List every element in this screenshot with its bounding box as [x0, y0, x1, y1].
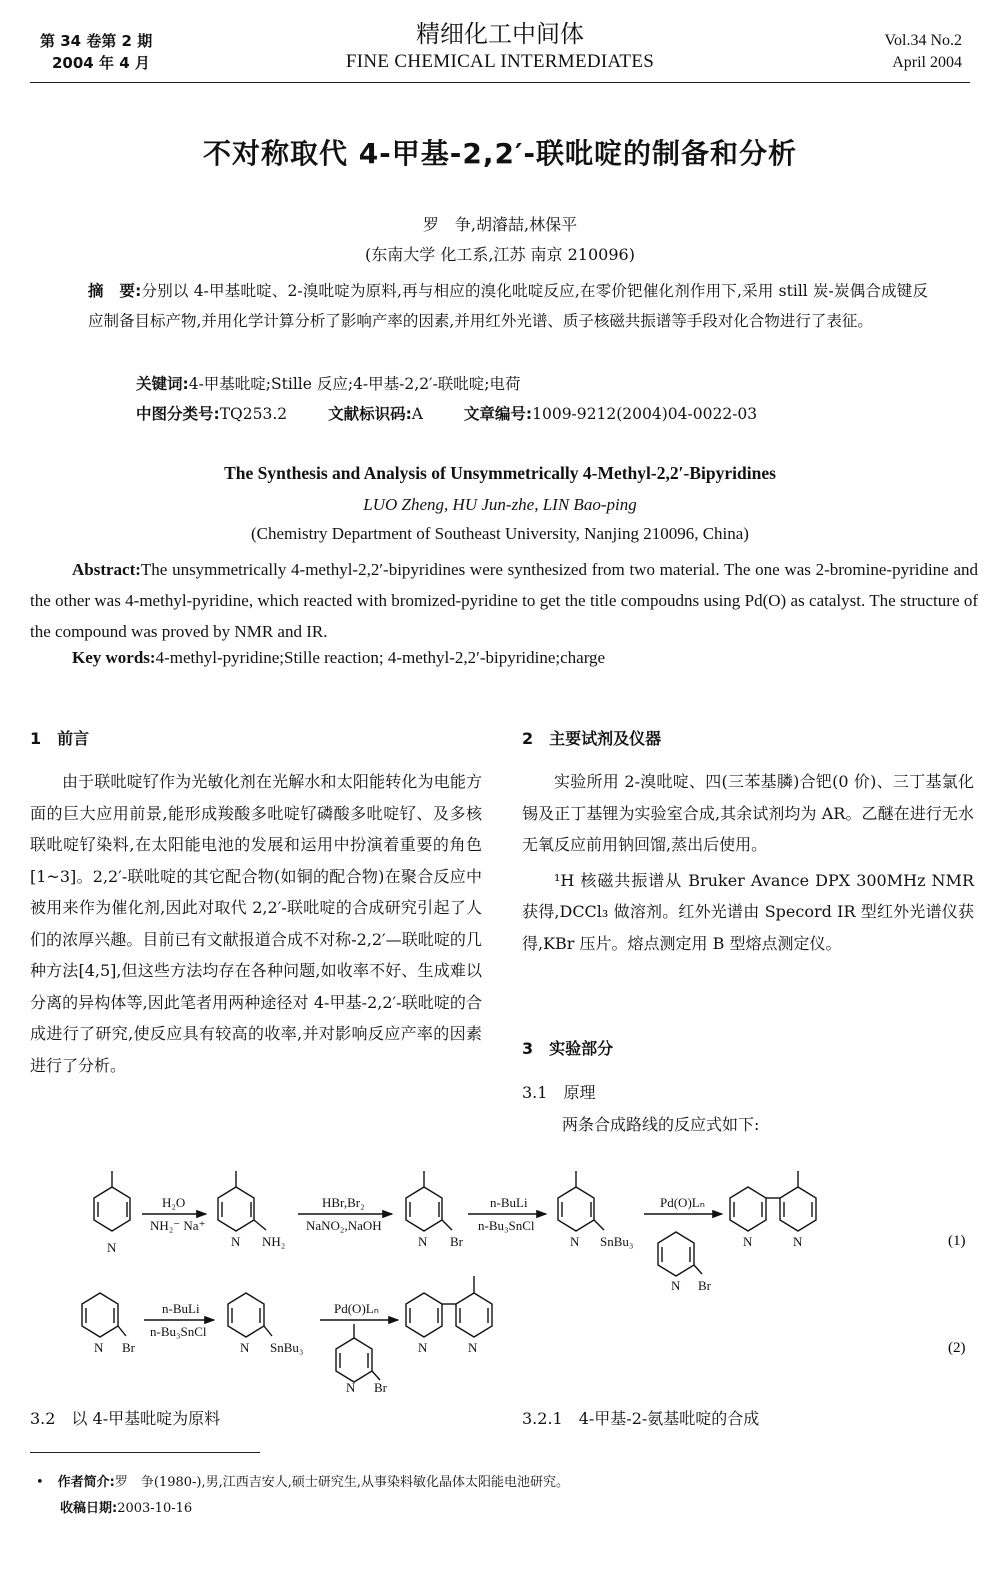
issue-info-en — [885, 30, 963, 74]
atom-N: N — [231, 1234, 241, 1249]
atom-N: N — [107, 1240, 117, 1255]
section-1-paragraph: 由于联吡啶钌作为光敏化剂在光解水和太阳能转化为电能方面的巨大应用前景,能形成羧酸多吡啶钌磷酸多吡啶钌、及多核联吡啶钌染料,在太阳能电池的发展和运用中扮演着重要的角色[1~3]。2,2′-联吡啶的其它配合物(如铜的配合物)在聚合反应中被用来作为催化剂,因此对取代 2,2′-联吡啶的合成研究引起了人们的浓厚兴趣。目前已有文献报道合成不对称-2,2′—联吡啶的几种方法[4,5],但这些方法均存在各种问题,如收率不好、生成难以分离的异构体等,因此笔者用两种途径对 4-甲基-2,2′-联吡啶的合成进行了研究,使反应具有较高的收率,并对影响反应产率的因素进行了分析。 — [30, 772, 482, 1075]
abstract-cn-label: 摘 要: — [88, 282, 142, 300]
abstract-en-label: Abstract: — [72, 560, 141, 579]
atom-SnBu3: SnBu₃ — [270, 1340, 304, 1355]
pyridine-ring — [228, 1293, 264, 1337]
journal-name-en: FINE CHEMICAL INTERMEDIATES — [345, 51, 655, 72]
keywords-cn-text: 4-甲基吡啶;Stille 反应;4-甲基-2,2′-联吡啶;电荷 — [188, 375, 521, 393]
pyridine-ring — [456, 1293, 492, 1337]
keywords-en — [72, 648, 605, 668]
equation-2-label: (2) — [948, 1340, 966, 1356]
atom-NH2: NH₂ — [262, 1234, 286, 1249]
footnote — [36, 1470, 570, 1522]
pyridine-ring — [730, 1187, 766, 1231]
abstract-cn-text: 分别以 4-甲基吡啶、2-溴吡啶为原料,再与相应的溴化吡啶反应,在零价钯催化剂作用下,采用 still 炭-炭偶合成键反应制备目标产物,并用化学计算分析了影响产率的因素,并用红外光谱、质子核磁共振谱等手段对化合物进行了表征。 — [88, 282, 929, 330]
reagent-5-bottom: n-Bu₃SnCl — [150, 1324, 207, 1339]
section-2-heading: 2 主要试剂及仪器 — [522, 729, 662, 748]
reagent-4-top: Pd(O)Lₙ — [660, 1195, 705, 1210]
atom-N: N — [418, 1340, 428, 1355]
atom-N: N — [346, 1380, 356, 1395]
reagent-6-top: Pd(O)Lₙ — [334, 1301, 379, 1316]
volume-cn: 第 34 卷第 2 期 — [40, 32, 153, 50]
section-3-2-heading: 3.2 以 4-甲基吡啶为原料 — [30, 1409, 221, 1428]
authors-cn: 罗 争,胡濬喆,林保平 — [422, 215, 578, 234]
reaction-scheme-svg — [0, 1160, 1000, 1400]
atom-N: N — [671, 1278, 681, 1293]
abstract-en — [30, 554, 978, 647]
footnote-bullet: • — [36, 1475, 44, 1490]
atom-Br: Br — [374, 1380, 387, 1395]
clc-label: 中图分类号: — [136, 405, 220, 423]
section-3-heading: 3 实验部分 — [522, 1039, 614, 1058]
abstract-cn — [88, 276, 928, 336]
article-no-value: 1009-9212(2004)04-0022-03 — [532, 405, 758, 423]
clc-value: TQ253.2 — [219, 405, 288, 423]
keywords-cn — [136, 372, 521, 394]
doc-code-value: A — [411, 405, 423, 423]
atom-Br: Br — [450, 1234, 463, 1249]
atom-N: N — [570, 1234, 580, 1249]
reagent-5-top: n-BuLi — [162, 1301, 200, 1316]
reagent-3-top: n-BuLi — [490, 1195, 528, 1210]
footnote-divider — [30, 1452, 260, 1453]
section-2-paragraph-1: 实验所用 2-溴吡啶、四(三苯基膦)合钯(0 价)、三丁基氯化锡及正丁基锂为实验室合成,其余试剂均为 AR。乙醚在进行无水无氧反应前用钠回馏,蒸出后使用。 — [522, 772, 974, 854]
received-label: 收稿日期: — [60, 1501, 118, 1516]
keywords-en-text: 4-methyl-pyridine;Stille reaction; 4-methyl-2,2′-bipyridine;charge — [155, 648, 606, 667]
journal-title — [300, 18, 700, 74]
atom-Br: Br — [698, 1278, 711, 1293]
received-date — [60, 1496, 569, 1522]
affiliation-en: (Chemistry Department of Southeast University, Nanjing 210096, China) — [251, 524, 749, 543]
keywords-cn-label: 关键词: — [136, 375, 189, 393]
reagent-2-bottom: NaNO₂,NaOH — [306, 1218, 382, 1233]
atom-N: N — [793, 1234, 803, 1249]
pyridine-ring — [406, 1293, 442, 1337]
pyridine-ring — [558, 1187, 594, 1231]
keywords-en-label: Key words: — [72, 648, 156, 667]
authors-en: LUO Zheng, HU Jun-zhe, LIN Bao-ping — [363, 495, 637, 514]
received-value: 2003-10-16 — [117, 1501, 193, 1516]
atom-N: N — [240, 1340, 250, 1355]
section-3-1-heading: 3.1 原理 — [522, 1083, 596, 1102]
reagent-3-bottom: n-Bu₃SnCl — [478, 1218, 535, 1233]
pyridine-ring — [218, 1187, 254, 1231]
pyridine-ring — [406, 1187, 442, 1231]
author-bio-label: 作者简介: — [57, 1475, 115, 1490]
doc-code-label: 文献标识码: — [328, 405, 412, 423]
equation-1-label: (1) — [948, 1233, 966, 1249]
affiliation-cn: (东南大学 化工系,江苏 南京 210096) — [365, 245, 635, 264]
pyridine-ring — [336, 1338, 372, 1382]
section-3-2-1-heading: 3.2.1 4-甲基-2-氨基吡啶的合成 — [522, 1409, 760, 1428]
reaction-scheme — [0, 1160, 1000, 1400]
paper-title-en: The Synthesis and Analysis of Unsymmetrically 4-Methyl-2,2′-Bipyridines — [224, 463, 776, 483]
paper-title-cn: 不对称取代 4-甲基-2,2′-联吡啶的制备和分析 — [202, 137, 798, 170]
abstract-en-text: The unsymmetrically 4-methyl-2,2′-bipyridines were synthesized from two material. The one was 2-bromine-pyridine and the other was 4-methyl-pyridine, which reacted with bromized-pyridine to get the title compoudns using Pd(O) as catalyst. The structure of the compound was proved by NMR and IR. — [30, 560, 978, 641]
issue-info-cn — [40, 30, 152, 74]
section-2-paragraph-2: ¹H 核磁共振谱从 Bruker Avance DPX 300MHz NMR 获得,DCCl₃ 做溶剂。红外光谱由 Specord IR 型红外光谱仪获得,KBr 压片。熔点测定用 B 型熔点测定仪。 — [522, 870, 974, 953]
atom-N: N — [743, 1234, 753, 1249]
author-bio-text: 罗 争(1980-),男,江西吉安人,硕士研究生,从事染料敏化晶体太阳能电池研究。 — [114, 1475, 570, 1490]
article-no-label: 文章编号: — [463, 405, 533, 423]
pyridine-ring — [658, 1232, 694, 1276]
reagent-1-bottom: NH₂⁻ Na⁺ — [150, 1218, 206, 1233]
atom-N: N — [468, 1340, 478, 1355]
atom-Br: Br — [122, 1340, 135, 1355]
header-divider — [30, 82, 970, 83]
reagent-2-top: HBr,Br₂ — [322, 1195, 365, 1210]
pyridine-ring — [780, 1187, 816, 1231]
atom-N: N — [94, 1340, 104, 1355]
pyridine-ring — [94, 1187, 130, 1231]
atom-SnBu3: SnBu₃ — [600, 1234, 634, 1249]
section-1-heading: 1 前言 — [30, 729, 90, 748]
pyridine-ring — [82, 1293, 118, 1337]
atom-N: N — [418, 1234, 428, 1249]
author-bio — [36, 1470, 570, 1496]
reagent-1-top: H₂O — [162, 1195, 186, 1210]
journal-name-cn: 精细化工中间体 — [416, 20, 584, 48]
section-1-body — [30, 766, 482, 1081]
volume-en: Vol.34 No.2 — [884, 32, 962, 49]
section-2-body — [522, 766, 974, 959]
date-cn: 2004 年 4 月 — [52, 54, 150, 72]
classification-line — [136, 402, 793, 424]
date-en: April 2004 — [892, 54, 962, 71]
section-3-1-text: 两条合成路线的反应式如下: — [562, 1115, 760, 1134]
